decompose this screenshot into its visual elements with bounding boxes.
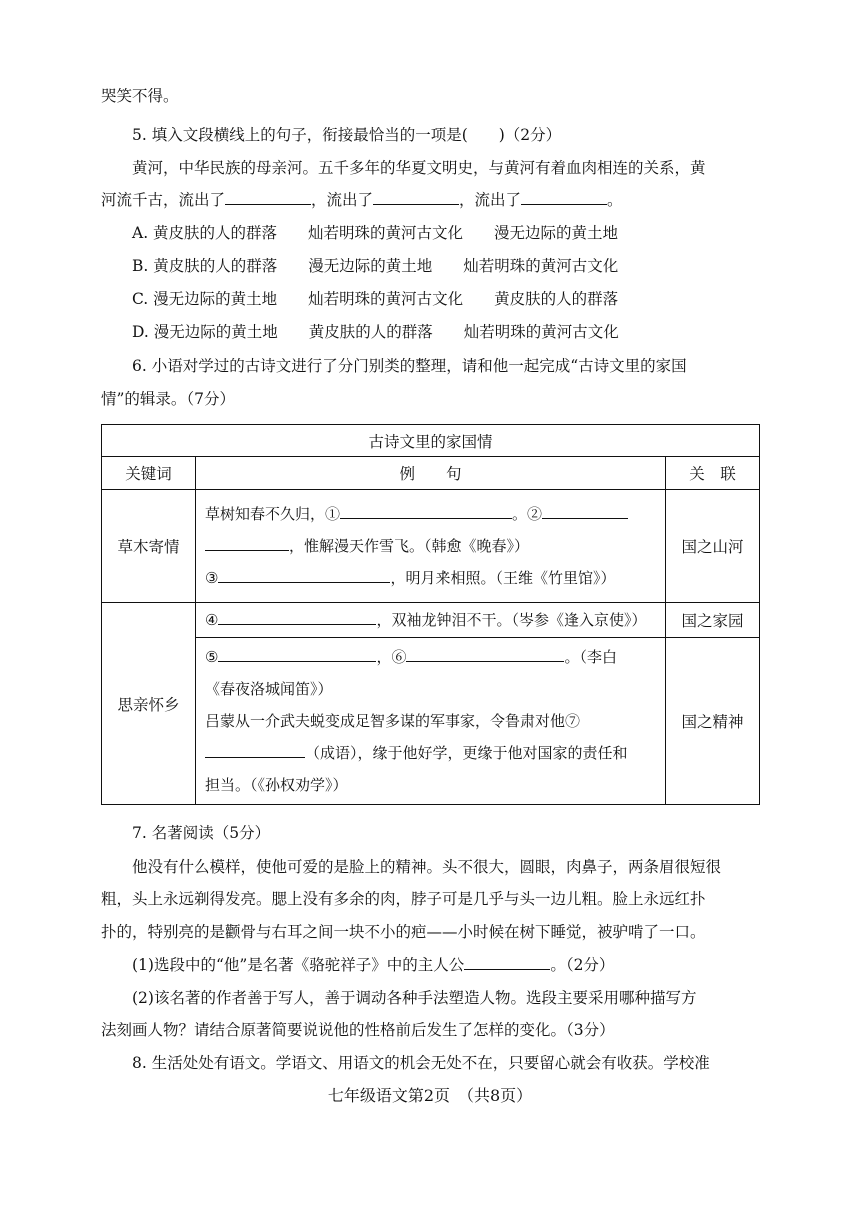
q7-sub1-text: (1)选段中的“他”是名著《骆驼祥子》中的主人公 xyxy=(132,956,465,974)
q5-passage-line2 xyxy=(101,189,623,211)
header-relation: 关 联 xyxy=(666,457,760,490)
example-text: 。② xyxy=(512,505,543,523)
q5-stem: 5. 填入文段横线上的句子，衔接最恰当的一项是( )（2分） xyxy=(132,126,562,144)
q7-answer-blank[interactable] xyxy=(464,955,550,970)
q5-passage-text: ，流出了 xyxy=(459,191,522,209)
answer-blank-5[interactable] xyxy=(218,647,376,662)
q7-sub2-line1: (2)该名著的作者善于写人，善于调动各种手法塑造人物。选段主要采用哪种描写方 xyxy=(132,989,697,1007)
q6-stem-line1: 6. 小语对学过的古诗文进行了分门别类的整理，请和他一起完成“古诗文里的家国 xyxy=(132,357,687,375)
example-text: ⑤ xyxy=(205,648,219,666)
q5-blank-2[interactable] xyxy=(373,190,459,205)
relation-cell: 国之精神 xyxy=(666,638,760,805)
example-text: （成语），缘于他好学，更缘于他对国家的责任和 xyxy=(305,744,628,762)
example-line: 《春夜洛城闻笛》） xyxy=(205,680,333,698)
relation-cell: 国之山河 xyxy=(666,490,760,603)
example-text: 草树知春不久归，① xyxy=(205,505,341,523)
example-line xyxy=(196,562,665,594)
example-text: ④ xyxy=(205,611,219,629)
previous-text-fragment: 哭笑不得。 xyxy=(101,87,179,105)
poetry-table xyxy=(101,424,760,805)
table-title: 古诗文里的家国情 xyxy=(102,425,760,457)
q7-sub2-line2: 法刻画人物？请结合原著简要说说他的性格前后发生了怎样的变化。（3分） xyxy=(101,1021,615,1039)
q5-blank-1[interactable] xyxy=(225,190,311,205)
q7-sub1 xyxy=(132,954,614,976)
answer-blank-2[interactable] xyxy=(542,504,628,519)
example-cell xyxy=(196,638,666,805)
example-line xyxy=(196,530,665,562)
header-example: 例 句 xyxy=(196,457,666,490)
emphasis-dot-char: 来 xyxy=(435,569,451,587)
q5-option-c: C. 漫无边际的黄土地 灿若明珠的黄河古文化 黄皮肤的人的群落 xyxy=(132,290,619,308)
example-line: 担当。（《孙权劝学》） xyxy=(205,776,348,794)
example-cell xyxy=(196,603,666,638)
q5-option-d: D. 漫无边际的黄土地 黄皮肤的人的群落 灿若明珠的黄河古文化 xyxy=(132,323,619,341)
example-text: ，明月 xyxy=(390,569,436,587)
q8-stem: 8. 生活处处有语文。学语文、用语文的机会无处不在，只要留心就会有收获。学校准 xyxy=(132,1054,710,1072)
example-text: ，惟解漫天作雪飞。（韩愈《晚春》） xyxy=(289,537,530,555)
answer-blank-3[interactable] xyxy=(218,568,390,583)
q7-passage-line2: 粗，头上永远剃得发亮。腮上没有多余的肉，脖子可是几乎与头一边儿粗。脸上永远红扑 xyxy=(101,890,706,908)
q7-passage-line1: 他没有什么模样，使他可爱的是脸上的精神。头不很大，圆眼，肉鼻子，两条眉很短很 xyxy=(132,858,722,876)
q7-passage-line3: 扑的，特别亮的是颧骨与右耳之间一块不小的疤——小时候在树下睡觉，被驴啃了一口。 xyxy=(101,923,706,941)
q7-sub1-text: 。（2分） xyxy=(550,956,615,974)
relation-cell: 国之家园 xyxy=(666,603,760,638)
keyword-cell: 草木寄情 xyxy=(102,490,196,603)
q5-passage-line1: 黄河，中华民族的母亲河。五千多年的华夏文明史，与黄河有着血肉相连的关系，黄 xyxy=(132,159,706,177)
example-line xyxy=(196,604,665,636)
q5-blank-3[interactable] xyxy=(521,190,607,205)
example-text: ，双袖龙钟泪不干。（岑参《逢入京使》） xyxy=(376,611,647,629)
q5-passage-text: 河流千古，流出了 xyxy=(101,191,226,209)
example-line xyxy=(196,641,665,673)
example-text: 。（李白 xyxy=(564,648,617,666)
q5-passage-text: 。 xyxy=(607,191,623,209)
example-cell xyxy=(196,490,666,603)
q6-stem-line2: 情”的辑录。（7分） xyxy=(101,390,236,408)
q5-option-a: A. 黄皮肤的人的群落 灿若明珠的黄河古文化 漫无边际的黄土地 xyxy=(132,224,619,242)
answer-blank-2-cont[interactable] xyxy=(205,536,289,551)
example-text: ③ xyxy=(205,569,219,587)
answer-blank-7[interactable] xyxy=(205,743,305,758)
example-line xyxy=(196,737,665,769)
answer-blank-1[interactable] xyxy=(340,504,512,519)
example-line xyxy=(196,498,665,530)
q7-stem: 7. 名著阅读（5分） xyxy=(132,824,271,842)
example-text: ，⑥ xyxy=(376,648,407,666)
answer-blank-4[interactable] xyxy=(218,610,376,625)
example-text: 相照。（王维《竹里馆》） xyxy=(450,569,616,587)
q5-passage-text: ，流出了 xyxy=(311,191,374,209)
header-keyword: 关键词 xyxy=(102,457,196,490)
keyword-cell: 思亲怀乡 xyxy=(102,603,196,805)
page-footer: 七年级语文第2页 （共8页） xyxy=(327,1086,533,1105)
example-line: 吕蒙从一介武夫蜕变成足智多谋的军事家，令鲁肃对他⑦ xyxy=(205,712,581,730)
answer-blank-6[interactable] xyxy=(406,647,564,662)
q5-option-b: B. 黄皮肤的人的群落 漫无边际的黄土地 灿若明珠的黄河古文化 xyxy=(132,257,619,275)
